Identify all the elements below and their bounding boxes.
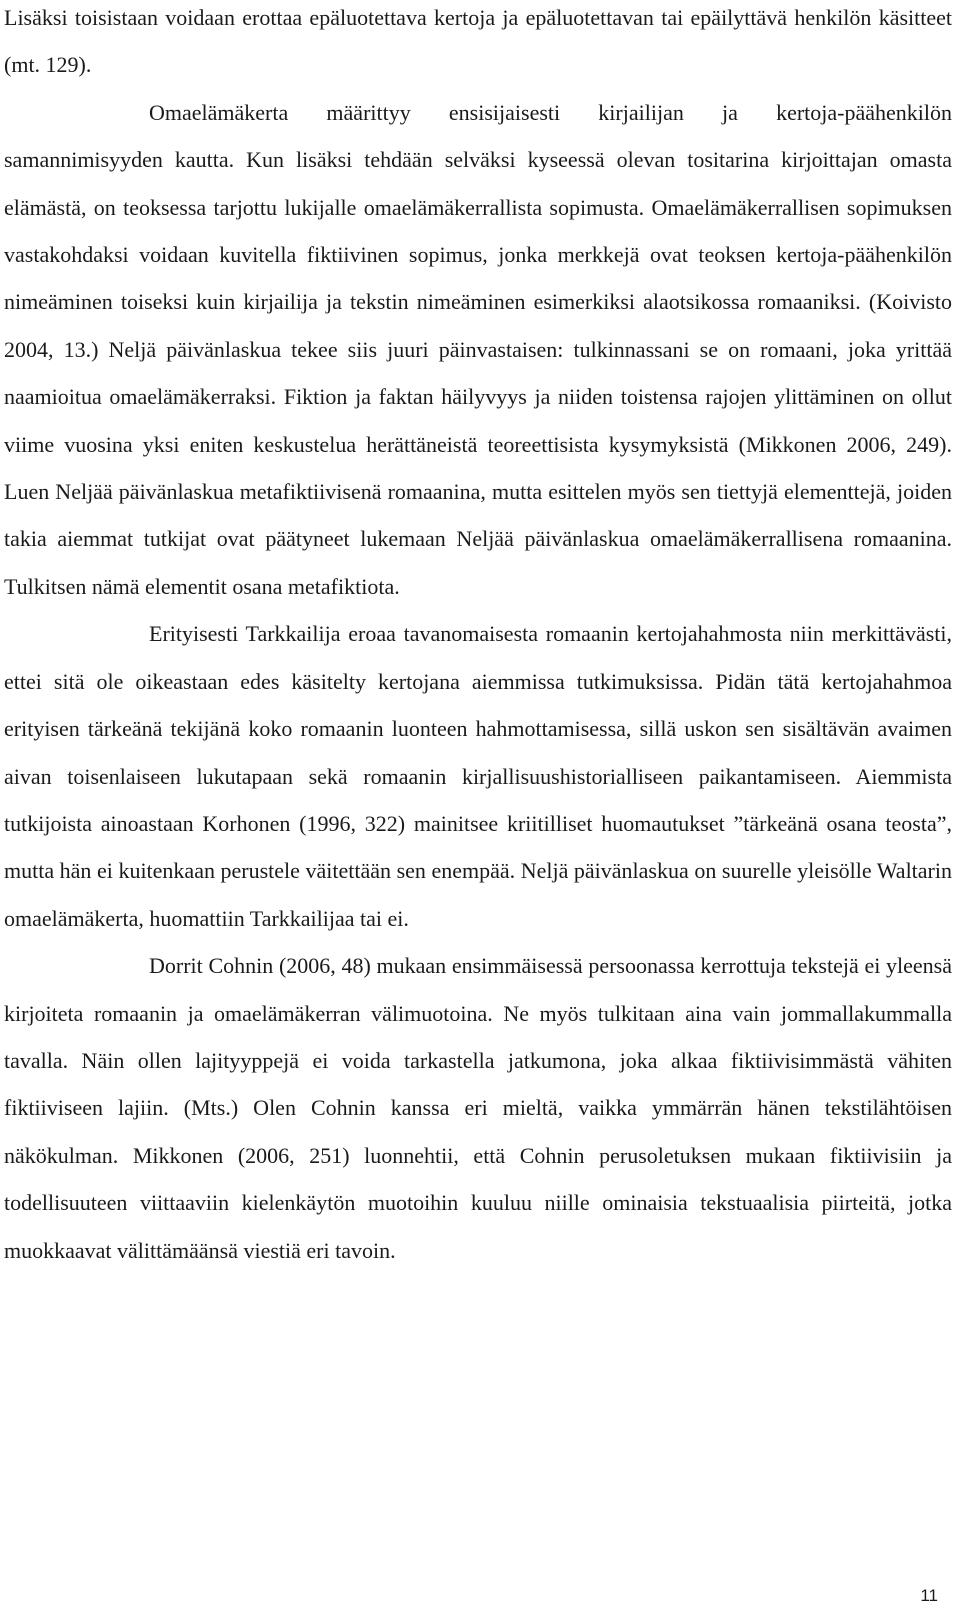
body-text [4, 0, 952, 1274]
paragraph-1-continued: Lisäksi toisistaan voidaan erottaa epäluotettava kertoja ja epäluotettavan tai epäilyttävä henkilön käsitteet (mt. 129). [4, 5, 952, 78]
paragraph-2: Omaelämäkerta määrittyy ensisijaisesti kirjailijan ja kertoja-päähenkilön samannimisyyden kautta. Kun lisäksi tehdään selväksi kyseessä olevan tositarina kirjoittajan omasta elämästä, on teoksessa tarjottu lukijalle omaelämäkerrallista sopimusta. Omaelämäkerrallisen sopimuksen vastakohdaksi voidaan kuvitella fiktiivinen sopimus, jonka merkkejä ovat teoksen kertoja-päähenkilön nimeäminen toiseksi kuin kirjailija ja tekstin nimeäminen esimerkiksi alaotsikossa romaaniksi. (Koivisto 2004, 13.) Neljä päivänlaskua tekee siis juuri päinvastaisen: tulkinnassani se on romaani, joka yrittää naamioitua omaelämäkerraksi. Fiktion ja faktan häilyvyys ja niiden toistensa rajojen ylittäminen on ollut viime vuosina yksi eniten keskustelua herättäneistä teoreettisista kysymyksistä (Mikkonen 2006, 249). Luen Neljää päivänlaskua metafiktiivisenä romaanina, mutta esittelen myös sen tiettyjä elementtejä, joiden takia aiemmat tutkijat ovat päätyneet lukemaan Neljää päivänlaskua omaelämäkerrallisena romaanina. Tulkitsen nämä elementit osana metafiktiota. [4, 99, 952, 599]
page-number: 11 [920, 1586, 938, 1605]
paragraph-3: Erityisesti Tarkkailija eroaa tavanomaisesta romaanin kertojahahmosta niin merkittävästi, ettei sitä ole oikeastaan edes käsitelty kertojana aiemmissa tutkimuksissa. Pidän tätä kertojahahmoa erityisen tärkeänä tekijänä koko romaanin luonteen hahmottamisessa, sillä uskon sen sisältävän avaimen aivan toisenlaiseen lukutapaan sekä romaanin kirjallisuushistorialliseen paikantamiseen. Aiemmista tutkijoista ainoastaan Korhonen (1996, 322) mainitsee kriitilliset huomautukset ”tärkeänä osana teosta”, mutta hän ei kuitenkaan perustele väitettään sen enempää. Neljä päivänlaskua on suurelle yleisölle Waltarin omaelämäkerta, huomattiin Tarkkailijaa tai ei. [4, 621, 952, 931]
paragraph-4: Dorrit Cohnin (2006, 48) mukaan ensimmäisessä persoonassa kerrottuja tekstejä ei yleensä kirjoiteta romaanin ja omaelämäkerran välimuotoina. Ne myös tulkitaan aina vain jommallakummalla tavalla. Näin ollen lajityyppejä ei voida tarkastella jatkumona, joka alkaa fiktiivisimmästä vähiten fiktiiviseen lajiin. (Mts.) Olen Cohnin kanssa eri mieltä, vaikka ymmärrän hänen tekstilähtöisen näkökulman. Mikkonen (2006, 251) luonnehtii, että Cohnin perusoletuksen mukaan fiktiivisiin ja todellisuuteen viittaaviin kielenkäytön muotoihin kuuluu niille ominaisia tekstuaalisia piirteitä, jotka muokkaavat välittämäänsä viestiä eri tavoin. [4, 953, 952, 1263]
